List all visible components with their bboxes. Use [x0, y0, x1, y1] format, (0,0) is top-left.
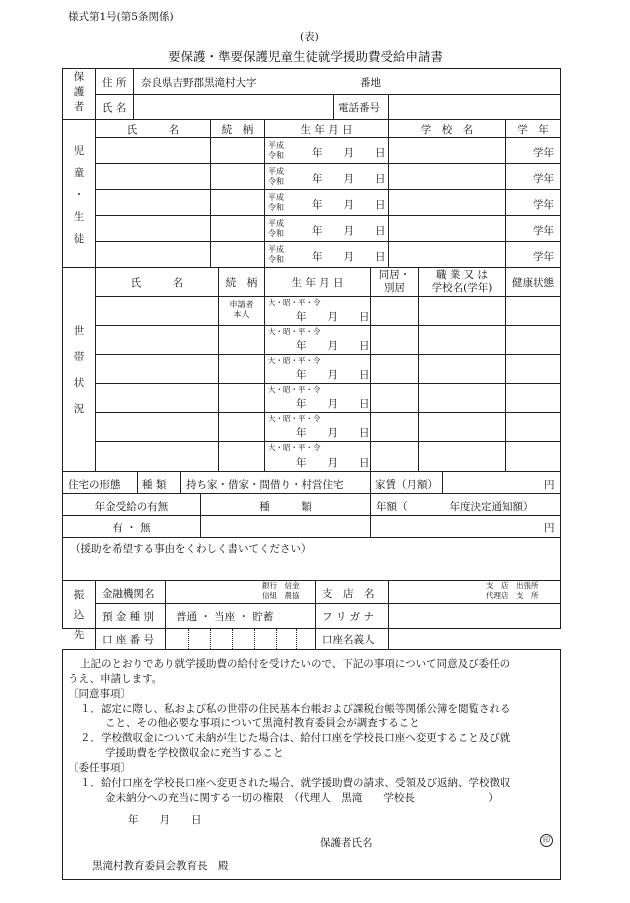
rent-label: 家賃（月額）: [375, 479, 438, 491]
address-label: 住 所: [102, 77, 127, 89]
agree-item-1: １．認定に際し、私および私の世帯の住民基本台帳および課税台帳等関係公簿を閲覧される: [80, 703, 511, 715]
housing-type-label: 種 類: [142, 479, 167, 491]
branch-kinds-bottom: 代理店 支 所: [486, 591, 539, 600]
agree-item-2-cont: 学援助費を学校徴収金に充当すること: [105, 747, 284, 759]
consent-intro-cont: うえ、申請します。: [68, 673, 163, 685]
phone-label: 電話番号: [338, 102, 380, 114]
branch-kinds-top: 支 店 出張所: [486, 581, 539, 590]
delegate-heading: 〔委任事項〕: [68, 762, 131, 774]
deposit-type-label: 預 金 種 別: [102, 611, 155, 623]
agree-item-1-cont: こと、その他必要な事項について黒滝村教育委員会が調査すること: [105, 717, 420, 729]
transfer-section-label: 振 込 先: [73, 589, 85, 641]
guardian-name-label: 氏 名: [102, 102, 127, 114]
form-number: 様式第1号(第5条関係): [68, 11, 174, 23]
children-dob-header: 生 年 月 日: [300, 124, 353, 136]
delegate-item-1: １．給付口座を学校長口座へ変更された場合、就学援助費の請求、受領及び返納、学校徴収: [80, 777, 511, 789]
applicant-relation: 申請者 本人: [229, 300, 254, 319]
reason-field[interactable]: [63, 556, 560, 579]
addressee: 黒滝村教育委員会教育長 殿: [92, 860, 229, 872]
children-name-header: 氏 名: [126, 124, 180, 136]
household-job-header: 職 業 又 は 学校名(学年): [431, 269, 493, 294]
furigana-label: フ リ ガ ナ: [322, 611, 375, 623]
bank-name-label: 金融機関名: [102, 588, 155, 600]
front-label: (表): [300, 31, 319, 43]
household-relation-header: 続 柄: [225, 277, 258, 289]
pension-amount-label: 年額（ 年度決定通知額）: [376, 501, 534, 513]
children-section-label: 児 童 ・ 生 徒: [73, 145, 85, 245]
pension-type-label: 種 類: [259, 501, 312, 513]
deposit-type-options[interactable]: 普通 ・ 当座 ・ 貯蓄: [176, 611, 274, 623]
pension-yen: 円: [544, 522, 555, 534]
housing-options[interactable]: 持ち家・借家・間借り・村営住宅: [186, 479, 344, 491]
pension-has-label: 年金受給の有無: [94, 501, 169, 513]
household-dob-header: 生 年 月 日: [291, 277, 344, 289]
application-date[interactable]: 年 月 日: [128, 814, 202, 826]
household-name-header: 氏 名: [130, 277, 184, 289]
housing-label: 住宅の形態: [68, 479, 121, 491]
guardian-section-label: 保 護 者: [73, 71, 85, 113]
bank-kinds-bottom: 信組 農協: [262, 591, 300, 600]
address-field[interactable]: 奈良県吉野郡黒滝村大字: [141, 77, 257, 89]
agree-item-2: ２．学校徴収金について未納が生じた場合は、給付口座を学校長口座へ変更すること及び就: [80, 732, 511, 744]
children-school-header: 学 校 名: [420, 124, 474, 136]
agree-heading: 〔同意事項〕: [68, 688, 131, 700]
rent-yen: 円: [544, 479, 555, 491]
reason-label: （援助を希望する事由をくわしく書いてください）: [70, 543, 312, 555]
guardian-name-sign-label: 保護者氏名: [320, 837, 373, 849]
phone-field[interactable]: [389, 95, 559, 118]
children-grade-header: 学 年: [517, 124, 549, 136]
pension-has-value[interactable]: 有 ・ 無: [112, 522, 151, 534]
account-holder-label: 口座名義人: [322, 634, 375, 646]
account-number-label: 口 座 番 号: [102, 634, 155, 646]
household-section-label: 世 帯 状 況: [73, 325, 85, 415]
account-number-field[interactable]: [166, 629, 314, 648]
children-relation-header: 続 柄: [221, 124, 254, 136]
branch-name-label: 支 店 名: [322, 588, 375, 600]
household-health-header: 健康状態: [512, 277, 554, 289]
consent-intro: 上記のとおりであり就学援助費の給付を受けたいので、下記の事項について同意及び委任の: [80, 658, 511, 670]
address-suffix: 番地: [360, 77, 381, 89]
bank-kinds-top: 銀行 信金: [262, 581, 300, 590]
household-cohab-header: 同居・ 別居: [378, 269, 411, 294]
delegate-item-1-cont: 金未納分への充当に関する一切の権限 （代理人 黒滝 学校長 ）: [105, 792, 499, 804]
seal-mark: 印: [540, 834, 553, 847]
guardian-name-field[interactable]: [134, 95, 332, 118]
form-title: 要保護・準要保護児童生徒就学援助費受給申請書: [168, 49, 444, 64]
